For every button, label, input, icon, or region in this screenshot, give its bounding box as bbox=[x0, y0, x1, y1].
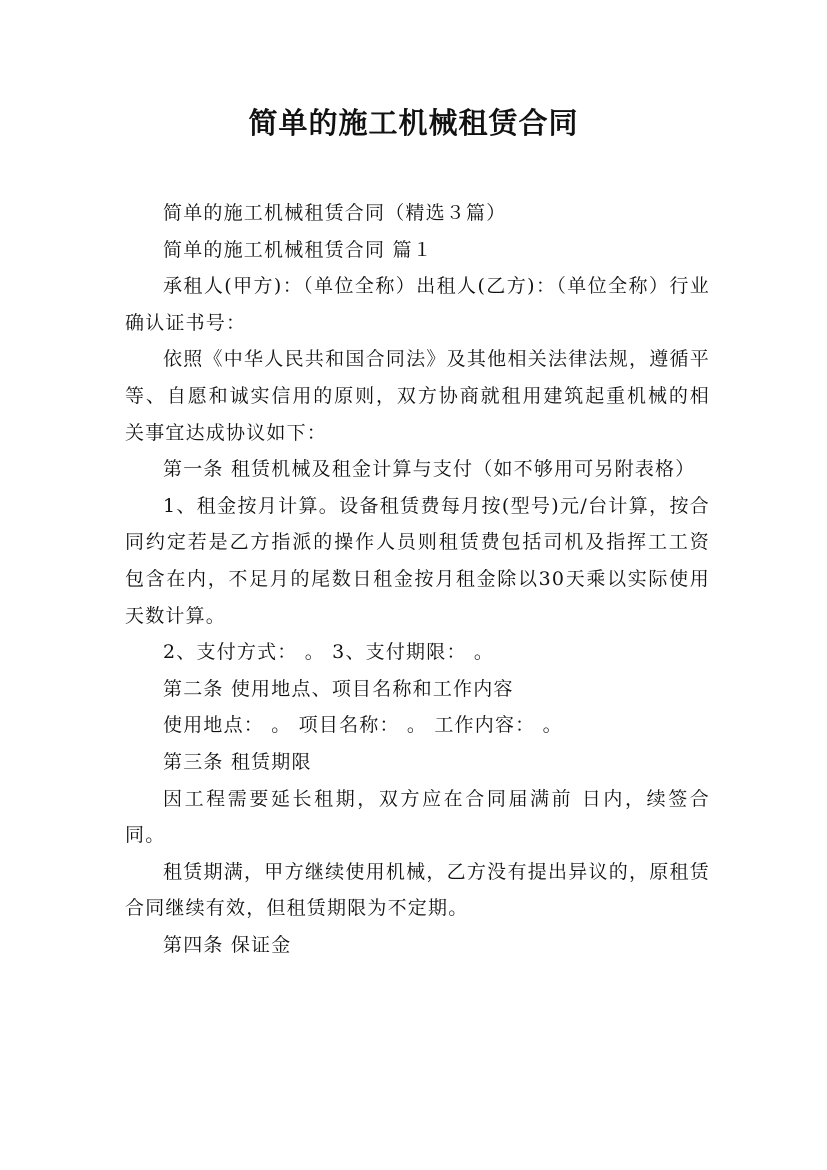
subtitle-paragraph: 简单的施工机械租赁合同（精选３篇） bbox=[163, 202, 507, 224]
article-4-heading: 第四条 保证金 bbox=[163, 933, 292, 956]
payment-terms-paragraph: 2、支付方式： 。 3、支付期限： 。 bbox=[163, 641, 495, 664]
article-2-heading: 第二条 使用地点、项目名称和工作内容 bbox=[163, 677, 514, 700]
section-heading: 简单的施工机械租赁合同 篇１ bbox=[163, 238, 433, 261]
parties-paragraph: 承租人(甲方)：（单位全称）出租人(乙方)：（单位全称）行业确认证书号： bbox=[125, 275, 710, 334]
document-body bbox=[125, 195, 710, 963]
location-paragraph: 使用地点： 。 项目名称： 。 工作内容： 。 bbox=[163, 714, 563, 737]
article-3-heading: 第三条 租赁期限 bbox=[163, 750, 312, 773]
rent-calculation-paragraph: 1、租金按月计算。设备租赁费每月按(型号)元/台计算，按合同约定若是乙方指派的操作人员则租赁费包括司机及指挥工工资包含在内，不足月的尾数日租金按月租金除以30天乘以实际使用天数计算。 bbox=[125, 494, 710, 627]
expiry-paragraph: 租赁期满，甲方继续使用机械，乙方没有提出异议的，原租赁合同继续有效，但租赁期限为不定期。 bbox=[125, 860, 710, 920]
preamble-paragraph: 依照《中华人民共和国合同法》及其他相关法律法规，遵循平等、自愿和诚实信用的原则，双方协商就租用建筑起重机械的相关事宜达成协议如下： bbox=[125, 348, 710, 444]
document-title: 简单的施工机械租赁合同 bbox=[248, 106, 579, 140]
article-1-heading: 第一条 租赁机械及租金计算与支付（如不够用可另附表格） bbox=[163, 458, 696, 481]
extension-paragraph: 因工程需要延长租期，双方应在合同届满前 日内，续签合同。 bbox=[125, 787, 710, 847]
